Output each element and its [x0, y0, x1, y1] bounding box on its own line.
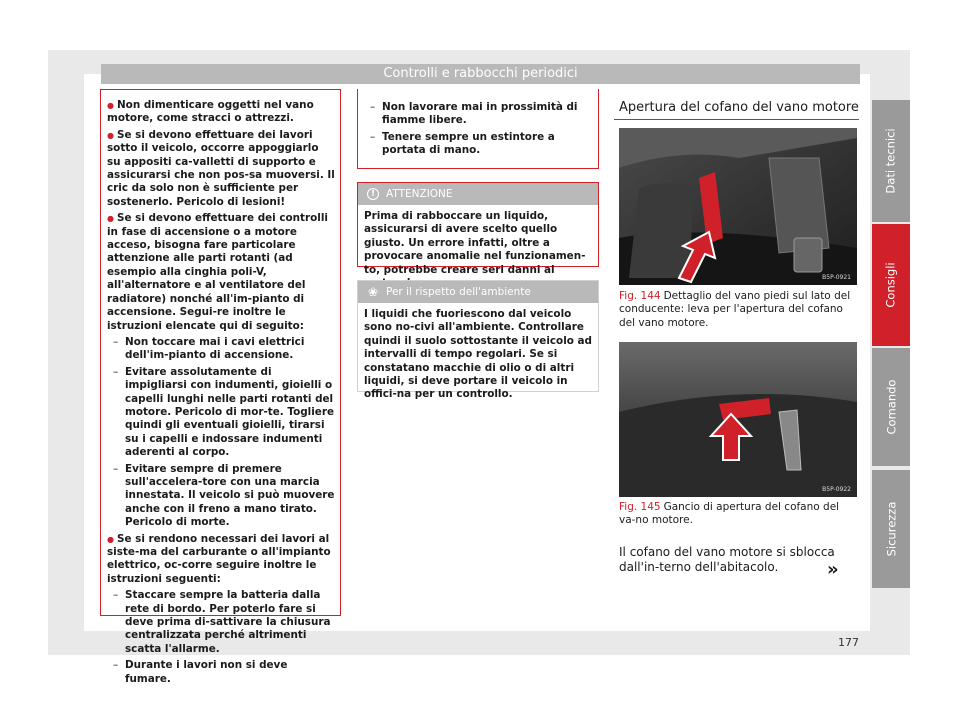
- dash-marker: –: [370, 101, 376, 113]
- dash-marker: –: [113, 462, 119, 475]
- list-item-text: Staccare sempre la batteria dalla rete di bordo. Per poterlo fare si deve prima di-sattivare la chiusura centralizzata perché altrimenti scatta l'allarme.: [125, 589, 331, 655]
- side-tab-1[interactable]: [872, 224, 910, 346]
- figure-145-caption: [619, 501, 857, 528]
- continue-mark: »: [827, 559, 839, 580]
- hook-illustration: [619, 342, 857, 497]
- environment-label: Per il rispetto dell'ambiente: [386, 286, 531, 298]
- figure-145-photo: [619, 342, 857, 497]
- environment-text: I liquidi che fuoriescono dal veicolo sono no-civi all'ambiente. Controllare quindi il suolo sottostante il veicolo ad intervalli di tempo regolari. Se si constatano macchie di olio o di altri liquidi, si deve portare il veicolo in offici-na per un controllo.: [364, 308, 592, 401]
- dash-item: [364, 101, 592, 128]
- list-item-text: Non dimenticare oggetti nel vano motore, come stracci o attrezzi.: [107, 99, 314, 125]
- environment-box: [357, 280, 599, 401]
- side-tab-label: Dati tecnici: [884, 128, 899, 194]
- list-item-text: Se si devono effettuare dei lavori sotto il veicolo, occorre appoggiarlo su appositi ca-valletti di supporto e assicurarsi che non pos-sa muoversi. Il cric da solo non è sufficiente per sostenerlo. Pericolo di lesioni!: [107, 128, 335, 208]
- dash-item: [107, 463, 335, 530]
- list-item-text: Durante i lavori non si deve fumare.: [125, 659, 288, 685]
- page-header-title: Controlli e rabbocchi periodici: [101, 64, 860, 84]
- environment-header: [358, 281, 598, 303]
- figure-label: Fig. 145: [619, 501, 661, 513]
- bullet-item: [107, 212, 335, 333]
- bullet-item: [107, 99, 335, 126]
- bullet-icon: ●: [107, 214, 114, 224]
- figure-144-caption: [619, 290, 857, 330]
- warning-list-continued: [364, 101, 592, 161]
- side-tab-label: Comando: [884, 379, 899, 435]
- dash-item: [107, 659, 335, 686]
- dash-item: [364, 131, 592, 158]
- list-item-text: Se si devono effettuare dei controlli in fase di accensione o a motore acceso, bisogna fare particolare attenzione alle parti rotanti (ad esempio alla cinghia poli-V, all'alternatore e al ventilatore del radiatore) nonché all'im-pianto di accensione. Segui-re inoltre le istruzioni elencate qui di seguito:: [107, 212, 328, 332]
- dash-marker: –: [113, 335, 119, 348]
- figure-caption-text: Gancio di apertura del cofano del va-no motore.: [619, 501, 840, 527]
- footwell-illustration: [619, 128, 857, 285]
- section-divider: [614, 119, 859, 120]
- attention-text: Prima di rabboccare un liquido, assicurarsi di avere scelto quello giusto. Un errore infatti, oltre a provocare anomalie nel funzionamen-to, potrebbe creare seri danni al: [364, 210, 586, 276]
- figure-code: B5P-0922: [822, 486, 851, 493]
- list-item-text: Non toccare mai i cavi elettrici dell'im-pianto di accensione.: [125, 335, 305, 362]
- dash-item: [107, 366, 335, 460]
- section-body-text: Il cofano del vano motore si sblocca dall'in-terno dell'abitacolo.: [619, 545, 835, 574]
- bullet-item: [107, 129, 335, 209]
- attention-box: [357, 182, 599, 276]
- side-tab-label: Consigli: [884, 262, 899, 308]
- figure-caption-text: Dettaglio del vano piedi sul lato del conducente: leva per l'apertura del cofano del vano motore.: [619, 290, 851, 329]
- dash-marker: –: [113, 589, 119, 602]
- side-tab-3[interactable]: [872, 470, 910, 588]
- bullet-icon: ●: [107, 130, 114, 140]
- bullet-icon: ●: [107, 534, 114, 544]
- figure-code: B5P-0921: [822, 274, 851, 281]
- warning-box: [100, 89, 341, 685]
- list-item-text: Non lavorare mai in prossimità di fiamme libere.: [382, 101, 578, 127]
- side-tab-2[interactable]: [872, 348, 910, 466]
- dash-marker: –: [370, 130, 376, 143]
- exclamation-icon: !: [367, 188, 379, 200]
- section-title: Apertura del cofano del vano motore: [619, 100, 859, 115]
- warning-box-continued: [357, 89, 599, 169]
- page-number: 177: [838, 636, 859, 649]
- side-tab-0[interactable]: [872, 100, 910, 222]
- dash-item: [107, 336, 335, 363]
- figure-144-photo: [619, 128, 857, 285]
- list-item-text: Evitare sempre di premere sull'accelera-tore con una marcia innestata. Il veicolo si può muovere anche con il freno a mano tirato. Pericolo di morte.: [125, 462, 335, 529]
- dash-item: [107, 589, 335, 656]
- side-tab-label: Sicurezza: [884, 501, 898, 557]
- flower-icon: ❀: [367, 285, 379, 299]
- list-item-text: Se si rendono necessari dei lavori al siste-ma del carburante o all'impianto elettrico, oc-corre seguire inoltre le istruzioni seguenti:: [107, 532, 331, 585]
- attention-header: [358, 183, 598, 205]
- warning-list: [107, 99, 335, 689]
- list-item-text: Tenere sempre un estintore a portata di mano.: [382, 130, 555, 157]
- bullet-item: [107, 533, 335, 587]
- bullet-icon: ●: [107, 101, 114, 110]
- dash-marker: –: [113, 659, 119, 672]
- attention-label: ATTENZIONE: [386, 188, 453, 200]
- figure-label: Fig. 144: [619, 290, 661, 302]
- dash-marker: –: [113, 365, 119, 378]
- list-item-text: Evitare assolutamente di impigliarsi con indumenti, gioielli o capelli lunghi nelle parti rotanti del motore. Pericolo di mor-te. Togliere quindi gli eventuali gioielli, tirarsi su i capelli e indossare indumenti aderenti al corpo.: [125, 365, 334, 459]
